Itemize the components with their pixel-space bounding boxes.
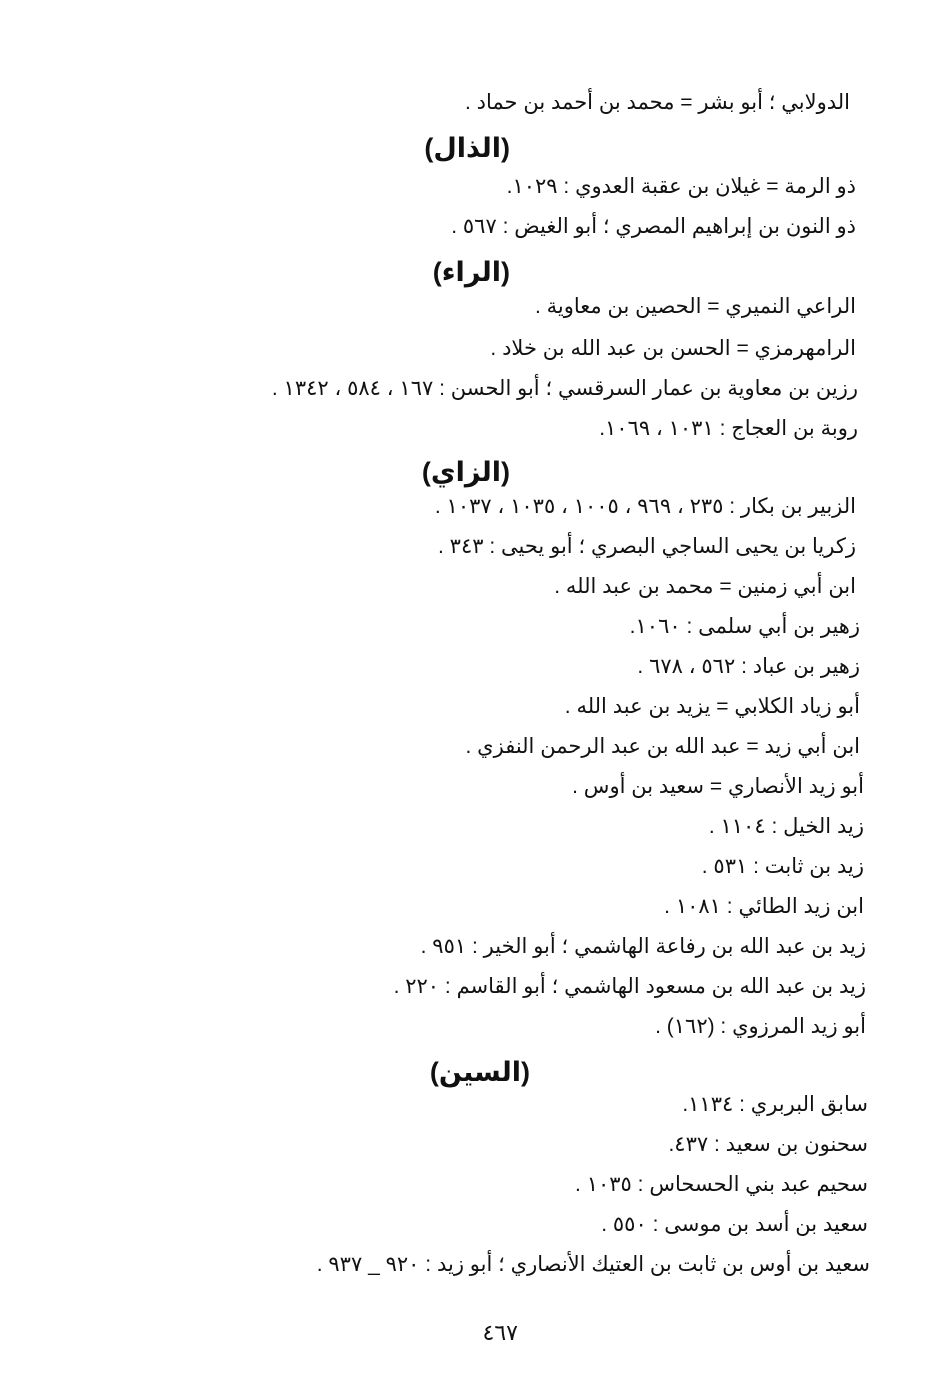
section-heading-sin: (السين) xyxy=(429,1057,530,1087)
index-entry: ابن أبي زمنين = محمد بن عبد الله . xyxy=(554,575,856,598)
index-entry: زهير بن أبي سلمى : ١٠٦٠. xyxy=(629,615,860,638)
index-entry: زيد الخيل : ١١٠٤ . xyxy=(708,815,864,838)
index-entry: أبو زيد المرزوي : (١٦٢) . xyxy=(655,1015,866,1038)
index-entry: أبو زياد الكلابي = يزيد بن عبد الله . xyxy=(564,695,860,718)
index-entry: ذو النون بن إبراهيم المصري ؛ أبو الغيض : ٥٦٧ . xyxy=(451,215,856,238)
index-entry: الزبير بن بكار : ٢٣٥ ، ٩٦٩ ، ١٠٠٥ ، ١٠٣٥ ، ١٠٣٧ . xyxy=(434,495,856,518)
index-entry: سابق البربري : ١١٣٤. xyxy=(682,1093,868,1116)
index-entry: ابن زيد الطائي : ١٠٨١ . xyxy=(664,895,864,918)
section-heading-zay: (الزاي) xyxy=(421,457,510,487)
page-number: ٤٦٧ xyxy=(482,1320,518,1345)
index-entry: ذو الرمة = غيلان بن عقبة العدوي : ١٠٢٩. xyxy=(506,175,856,198)
index-entry: ابن أبي زيد = عبد الله بن عبد الرحمن النفزي . xyxy=(465,735,860,758)
index-entry: زيد بن ثابت : ٥٣١ . xyxy=(701,855,864,878)
section-heading-ra: (الراء) xyxy=(432,257,510,287)
index-entry: الدولابي ؛ أبو بشر = محمد بن أحمد بن حماد . xyxy=(464,91,850,114)
index-entry: سعيد بن أسد بن موسى : ٥٥٠ . xyxy=(601,1213,868,1236)
index-entry: زكريا بن يحيى الساجي البصري ؛ أبو يحيى : ٣٤٣ . xyxy=(438,535,856,558)
index-entry: سعيد بن أوس بن ثابت بن العتيك الأنصاري ؛ أبو زيد : ٩٢٠ _ ٩٣٧ . xyxy=(316,1253,870,1276)
index-entry: زهير بن عباد : ٥٦٢ ، ٦٧٨ . xyxy=(637,655,860,678)
index-entry: سحنون بن سعيد : ٤٣٧. xyxy=(668,1133,868,1156)
index-entry: روبة بن العجاج : ١٠٣١ ، ١٠٦٩. xyxy=(599,417,858,440)
index-entry: رزين بن معاوية بن عمار السرقسي ؛ أبو الحسن : ١٦٧ ، ٥٨٤ ، ١٣٤٢ . xyxy=(271,377,858,400)
index-entry: زيد بن عبد الله بن مسعود الهاشمي ؛ أبو القاسم : ٢٢٠ . xyxy=(393,975,866,998)
index-entry: أبو زيد الأنصاري = سعيد بن أوس . xyxy=(572,775,864,798)
index-entry: سحيم عبد بني الحسحاس : ١٠٣٥ . xyxy=(575,1173,868,1196)
index-entry: الراعي النميري = الحصين بن معاوية . xyxy=(534,295,856,318)
section-heading-dhal: (الذال) xyxy=(424,133,510,163)
index-entry: الرامهرمزي = الحسن بن عبد الله بن خلاد . xyxy=(490,337,856,360)
index-entry: زيد بن عبد الله بن رفاعة الهاشمي ؛ أبو الخير : ٩٥١ . xyxy=(420,935,866,958)
